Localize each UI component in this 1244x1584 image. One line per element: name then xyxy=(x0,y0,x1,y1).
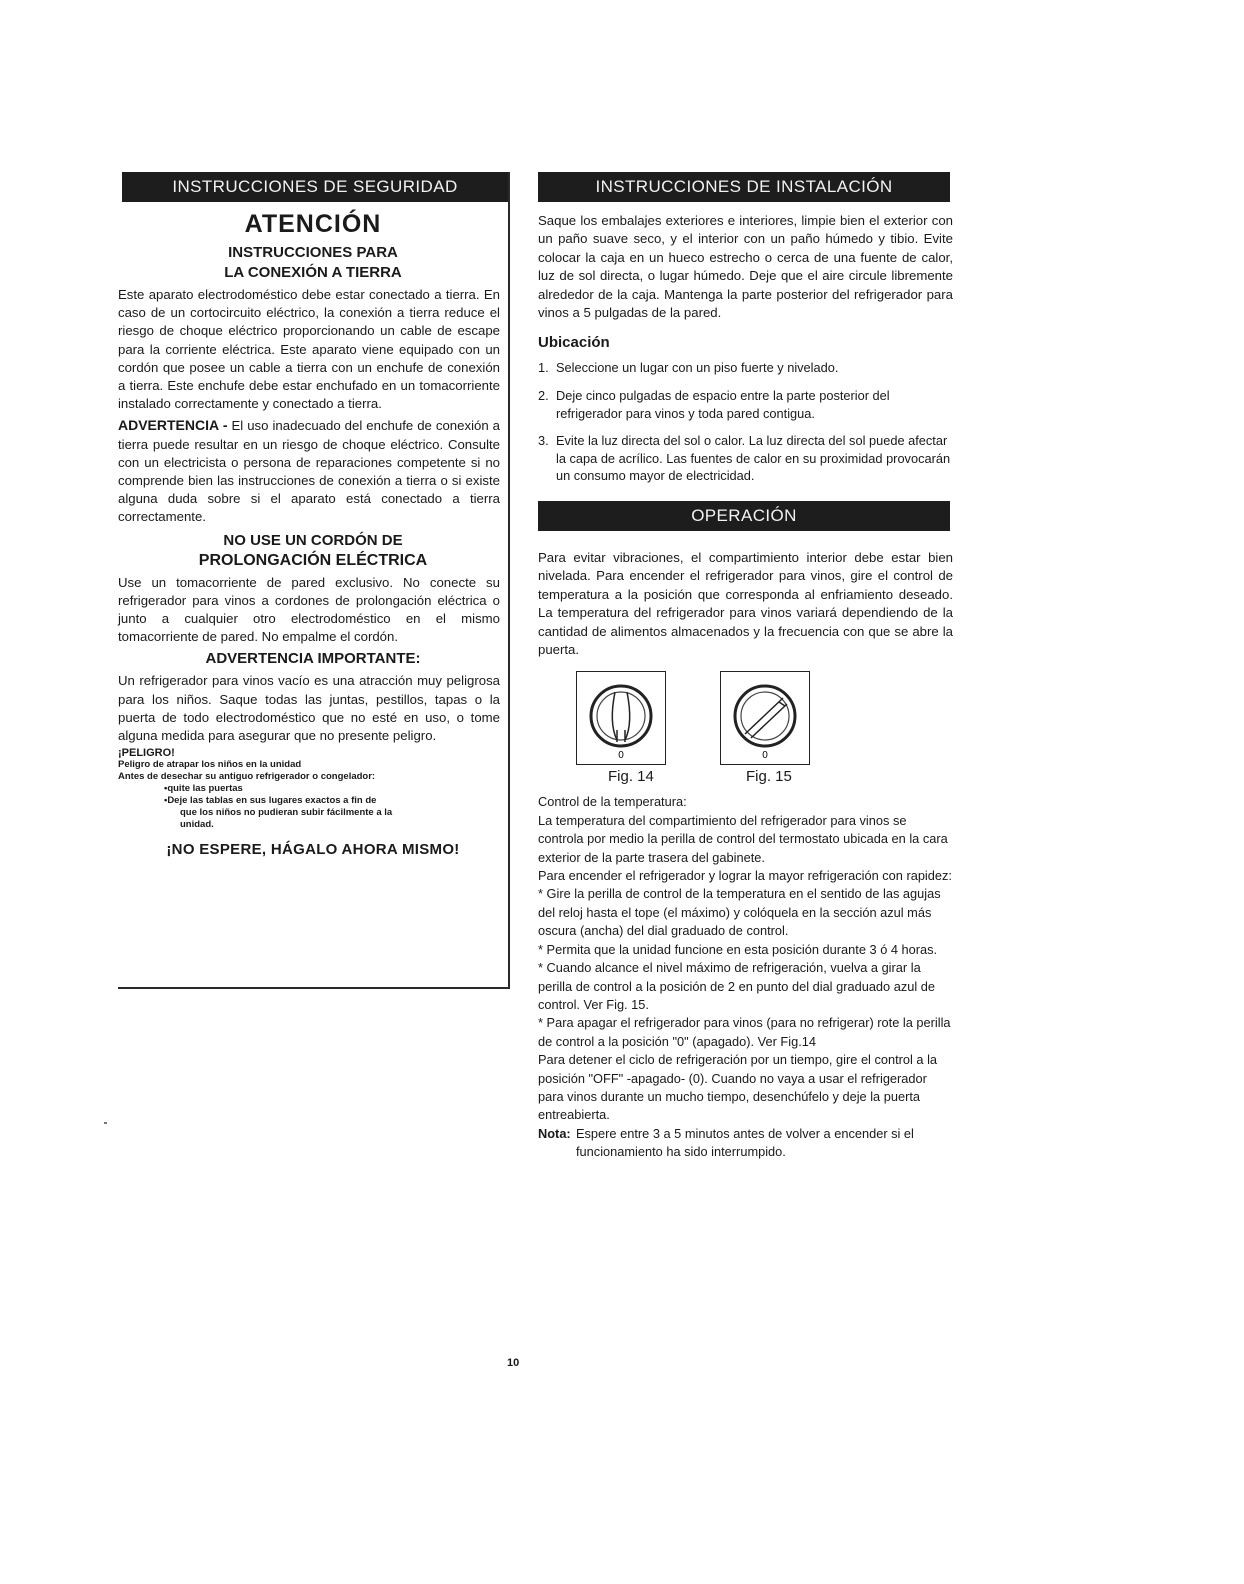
grounding-heading-line1: INSTRUCCIONES PARA xyxy=(228,244,398,261)
do-not-wait-heading: ¡NO ESPERE, HÁGALO AHORA MISMO! xyxy=(166,841,460,859)
extension-cord-heading-line2: PROLONGACIÓN ELÉCTRICA xyxy=(198,551,428,569)
operation-section-header: OPERACIÓN xyxy=(538,501,950,531)
fig-15-caption: Fig. 15 xyxy=(746,768,792,786)
warning-label: ADVERTENCIA - xyxy=(118,417,228,434)
fig-14-box xyxy=(576,671,666,765)
important-warning-heading: ADVERTENCIA IMPORTANTE: xyxy=(205,650,421,668)
location-steps xyxy=(538,359,953,485)
fig-15-box xyxy=(720,671,810,765)
installation-paragraph: Saque los embalajes exteriores e interiores, limpie bien el exterior con un paño suave seco, y el interior con un paño húmedo y tibio. Evite colocar la caja en un hueco estrecho o cerca de una fuente de calor, luz de sol directa, o lugar húmedo. Deje que el aire circule libremente alrededor de la caja. Mantenga la parte posterior del refrigerador para vinos a 5 pulgadas de la pared. xyxy=(538,213,953,321)
danger-line-2: Peligro de atrapar los niños en la unidad xyxy=(118,759,302,771)
page-number: 10 xyxy=(507,1357,520,1369)
note-text: Espere entre 3 a 5 minutos antes de volver a encender si el funcionamiento ha sido interrumpido. xyxy=(576,1125,914,1160)
danger-label: ¡PELIGRO! xyxy=(118,747,175,760)
danger-line-7: unidad. xyxy=(180,819,214,831)
svg-text:0: 0 xyxy=(762,750,768,762)
note xyxy=(538,1125,953,1162)
list-item: 3. Evite la luz directa del sol o calor. La luz directa del sol puede afectar la capa de acrílico. Las fuentes de calor en su proximidad provocarán un consumo mayor de electricidad. xyxy=(538,433,951,484)
extension-cord-paragraph: Use un tomacorriente de pared exclusivo. No conecte su refrigerador para vinos a cordones de prolongación eléctrica o junto a cualquier otro electrodoméstico en el mismo tomacorriente de pared. No empalme el cordón. xyxy=(118,574,500,645)
safety-section-header: INSTRUCCIONES DE SEGURIDAD xyxy=(122,172,508,202)
warning-paragraph xyxy=(118,416,500,526)
control-paragraph-2: Para encender el refrigerador y lograr la mayor refrigeración con rapidez: xyxy=(538,868,952,884)
fig-14-caption: Fig. 14 xyxy=(608,768,654,786)
list-item: 1. Seleccione un lugar con un piso fuerte y nivelado. xyxy=(538,360,839,376)
danger-line-6: que los niños no pudieran subir fácilmente a la xyxy=(180,807,393,819)
dial-off-icon xyxy=(577,672,665,764)
right-column xyxy=(538,172,953,1162)
danger-line-5: •Deje las tablas en sus lugares exactos a fin de xyxy=(164,795,377,807)
location-heading: Ubicación xyxy=(538,334,610,352)
control-paragraph-1: La temperatura del compartimiento del refrigerador para vinos se controla por medio la perilla de control del termostato ubicada en la cara exterior de la parte trasera del gabinete. xyxy=(538,812,948,865)
grounding-heading-line2: LA CONEXIÓN A TIERRA xyxy=(224,264,402,281)
extension-cord-heading-line1: NO USE UN CORDÓN DE xyxy=(223,531,403,549)
installation-section-header: INSTRUCCIONES DE INSTALACIÓN xyxy=(538,172,950,202)
bullet-1: * Gire la perilla de control de la temperatura en el sentido de las agujas del reloj hasta el tope (el máximo) y colóquela en la sección azul más oscura (ancha) del dial graduado de control. xyxy=(538,886,941,939)
control-title: Control de la temperatura: xyxy=(538,794,687,810)
stop-cycle-paragraph: Para detener el ciclo de refrigeración por un tiempo, gire el control a la posición "OFF" -apagado- (0). Cuando no vaya a usar el refrigerador para vinos durante un mucho tiempo, desenchúfelo y deje la puerta entreabierta. xyxy=(538,1052,938,1123)
note-label: Nota: xyxy=(538,1125,571,1141)
list-item: 2. Deje cinco pulgadas de espacio entre la parte posterior del refrigerador para vinos y toda pared contigua. xyxy=(538,388,890,421)
danger-line-3: Antes de desechar su antiguo refrigerador o congelador: xyxy=(118,771,376,783)
operation-paragraph: Para evitar vibraciones, el compartimiento interior debe estar bien nivelada. Para encender el refrigerador para vinos, gire el control de temperatura a la posición que corresponda al enfriamiento deseado. La temperatura del refrigerador para vinos variará dependiendo de la cantidad de alimentos almacenados y la frecuencia con que se abre la puerta. xyxy=(538,550,953,658)
scan-mark xyxy=(104,1122,107,1124)
svg-text:0: 0 xyxy=(618,750,624,762)
danger-notice xyxy=(118,747,508,831)
bullet-4: * Para apagar el refrigerador para vinos (para no refrigerar) rote la perilla de control a la posición "0" (apagado). Ver Fig.14 xyxy=(538,1015,951,1049)
warning-text: El uso inadecuado del enchufe de conexión a tierra puede resultar en un riesgo de choque eléctrico. Consulte con un electricista o persona de reparaciones competente si no comprende bien las instrucciones de conexión a tierra o si existe alguna duda sobre si el aparato está conectado a tierra correctamente. xyxy=(118,418,500,525)
attention-heading: ATENCIÓN xyxy=(244,210,382,238)
child-danger-paragraph: Un refrigerador para vinos vacío es una atracción muy peligrosa para los niños. Saque todas las juntas, pestillos, tapas o la puerta de todo electrodoméstico que no esté en uso, o tome alguna medida para asegurar que no presente peligro. xyxy=(118,673,500,744)
bullet-2: * Permita que la unidad funcione en esta posición durante 3 ó 4 horas. xyxy=(538,941,938,957)
dial-two-oclock-icon xyxy=(721,672,809,764)
dial-figures xyxy=(538,671,953,801)
grounding-paragraph: Este aparato electrodoméstico debe estar conectado a tierra. En caso de un cortocircuito eléctrico, la conexión a tierra reduce el riesgo de choque eléctrico proporcionando un cable de escape para la corriente eléctrica. Este aparato viene equipado con un cordón que posee un cable a tierra con un enchufe de conexión a tierra. Este enchufe debe estar enchufado en un tomacorriente instalado correctamente y conectado a tierra. xyxy=(118,287,500,412)
safety-instructions-box xyxy=(118,172,510,989)
bullet-3: * Cuando alcance el nivel máximo de refrigeración, vuelva a girar la perilla de control a la posición de 2 en punto del dial graduado azul de control. Ver Fig. 15. xyxy=(538,960,935,1012)
danger-line-4: •quite las puertas xyxy=(164,783,243,795)
